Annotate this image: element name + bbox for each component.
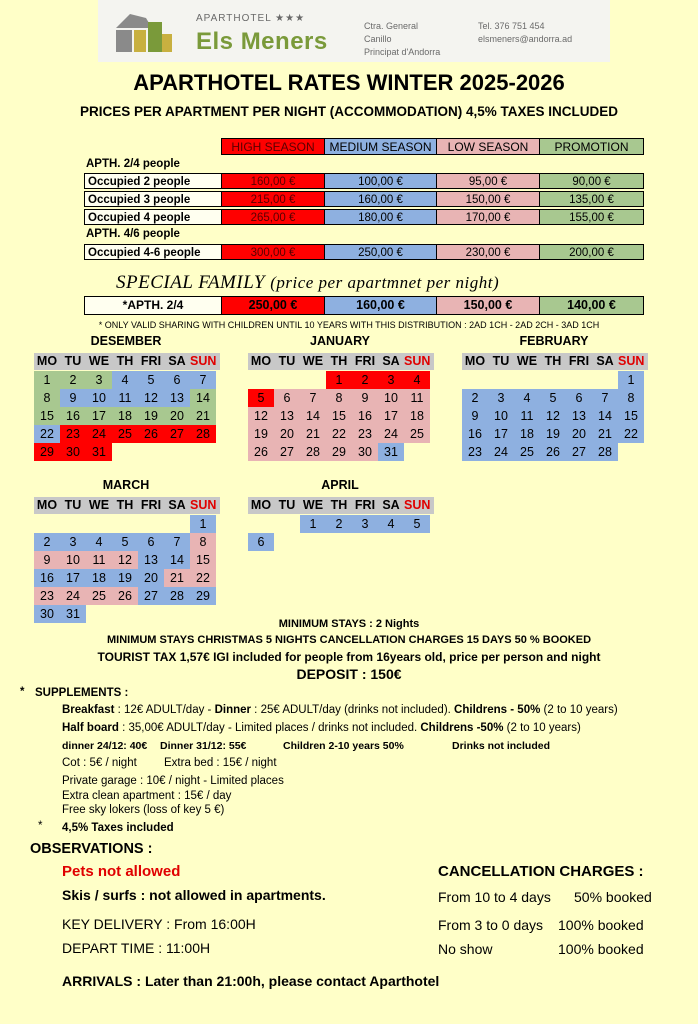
calendar-day: 11 [514,407,540,425]
calendar-day: 19 [540,425,566,443]
calendar-day: 20 [566,425,592,443]
calendar-day: 19 [138,407,164,425]
cot-price: Cot : 5€ / night [62,757,137,769]
calendar-day: 17 [488,425,514,443]
calendar-day: 31 [86,443,112,461]
calendar-day: 6 [248,533,274,551]
calendar-day: 31 [60,605,86,623]
calendar-day: 1 [326,371,352,389]
special-family-heading [116,272,499,294]
calendar-day: 17 [86,407,112,425]
hotel-header [98,0,610,62]
weekday-th: TH [330,354,348,368]
calendar-day: 22 [618,425,644,443]
calendar-day: 30 [34,605,60,623]
cancellation-charge: 50% booked [574,889,652,905]
calendar-day: 26 [138,425,164,443]
calendar-day: 29 [326,443,352,461]
calendar-day: 9 [34,551,60,569]
children-discount: Childrens -50% [420,722,504,734]
calendar-day: 14 [592,407,618,425]
rate-price: 170,00 € [436,209,540,225]
calendar-day: 23 [34,587,60,605]
rate-price: 95,00 € [436,173,540,189]
calendar-day: 9 [462,407,488,425]
special-family-price: 160,00 € [324,296,437,315]
calendar-day: 6 [164,371,190,389]
calendar-day: 7 [592,389,618,407]
rate-row-label: Occupied 4 people [84,209,222,225]
weekday-we: WE [88,354,110,368]
calendar-day: 8 [190,533,216,551]
calendar-day: 18 [404,407,430,425]
weekday-fri: FRI [140,354,162,368]
logo-name: Els Meners [196,28,328,55]
rate-price: 300,00 € [221,244,325,260]
rate-price: 160,00 € [324,191,437,207]
calendar-day: 23 [60,425,86,443]
deposit: DEPOSIT : 150€ [296,666,402,682]
cancellation-heading: CANCELLATION CHARGES : [438,863,644,880]
calendar-day: 26 [248,443,274,461]
calendar-day: 10 [378,389,404,407]
special-family-label: *APTH. 2/4 [84,296,222,315]
weekday-header [462,353,648,370]
children-age: (2 to 10 years) [503,722,581,734]
skis-rule: Skis / surfs : not allowed in apartments. [62,887,326,903]
breakfast-label: Breakfast [62,704,115,716]
calendar-day: 15 [326,407,352,425]
calendar-day: 2 [34,533,60,551]
month-name: MARCH [102,478,150,492]
weekday-sun: SUN [618,354,645,368]
calendar-day: 21 [164,569,190,587]
calendar-day: 1 [190,515,216,533]
calendar-day: 27 [274,443,300,461]
pets-not-allowed: Pets not allowed [62,863,181,880]
calendar-day: 6 [274,389,300,407]
calendar-day: 18 [112,407,138,425]
calendar-day: 4 [112,371,138,389]
taxes-star: * [38,820,43,832]
weekday-header [34,497,220,514]
calendar-day: 26 [540,443,566,461]
calendar-day: 16 [352,407,378,425]
calendar-day: 10 [86,389,112,407]
calendar-day: 15 [618,407,644,425]
rate-price: 100,00 € [324,173,437,189]
children-discount: Childrens - 50% [454,704,541,716]
calendar-day: 28 [164,587,190,605]
address-line: Ctra. General [364,21,419,31]
calendar-day: 28 [300,443,326,461]
weekday-fri: FRI [354,354,376,368]
page-subtitle: PRICES PER APARTMENT PER NIGHT (ACCOMMODATION) 4,5% TAXES INCLUDED [79,104,619,119]
dinner-price: : 25€ ADULT/day (drinks not included). [250,704,455,716]
calendar-day: 3 [60,533,86,551]
children-2-10: Children 2-10 years 50% [283,740,404,752]
calendar-day: 8 [34,389,60,407]
season-header: MEDIUM SEASON [324,138,437,155]
weekday-fri: FRI [354,498,376,512]
calendar-day: 14 [164,551,190,569]
calendar-day: 3 [352,515,378,533]
weekday-header [248,497,434,514]
calendar-day: 17 [378,407,404,425]
rate-price: 250,00 € [324,244,437,260]
calendar-day: 11 [404,389,430,407]
calendar-day: 13 [566,407,592,425]
rate-row-label: Occupied 2 people [84,173,222,189]
calendar-day: 26 [112,587,138,605]
calendar-day: 15 [34,407,60,425]
special-family-price: 250,00 € [221,296,325,315]
calendar-day: 27 [566,443,592,461]
calendar-day: 10 [488,407,514,425]
rate-price: 180,00 € [324,209,437,225]
christmas-stays: MINIMUM STAYS CHRISTMAS 5 NIGHTS CANCELLATION CHARGES 15 DAYS 50 % BOOKED [106,634,592,646]
special-family-price: 150,00 € [436,296,540,315]
calendar-day: 8 [326,389,352,407]
calendar-day: 1 [300,515,326,533]
weekday-we: WE [88,498,110,512]
calendar-day: 9 [60,389,86,407]
cancellation-period: From 3 to 0 days [438,917,544,933]
rate-price: 230,00 € [436,244,540,260]
calendar-day: 2 [352,371,378,389]
weekday-mo: MO [250,498,272,512]
weekday-sun: SUN [190,498,217,512]
calendar-day: 5 [138,371,164,389]
weekday-sa: SA [168,498,186,512]
weekday-th: TH [544,354,562,368]
weekday-sun: SUN [190,354,217,368]
minimum-stays: MINIMUM STAYS : 2 Nights [278,618,420,630]
calendar-day: 25 [514,443,540,461]
observations-heading: OBSERVATIONS : [30,841,153,857]
address-line: Canillo [364,34,392,44]
page-title: APARTHOTEL RATES WINTER 2025-2026 [133,70,565,95]
cancellation-charge: 100% booked [558,941,644,957]
weekday-th: TH [116,354,134,368]
calendar-day: 14 [300,407,326,425]
calendar-day: 17 [60,569,86,587]
apartment-group-label: APTH. 2/4 people [86,158,180,170]
drinks-not-included: Drinks not included [452,740,551,752]
weekday-we: WE [516,354,538,368]
hotel-address [364,20,440,59]
special-family-price: 140,00 € [539,296,644,315]
weekday-fri: FRI [140,498,162,512]
rate-price: 155,00 € [539,209,644,225]
calendar-day: 1 [34,371,60,389]
cancellation-charge: 100% booked [558,917,644,933]
calendar-day: 6 [566,389,592,407]
calendar-day: 20 [164,407,190,425]
rate-price: 265,00 € [221,209,325,225]
calendar-day: 5 [404,515,430,533]
hotel-logo [112,8,174,56]
address-line: Principat d'Andorra [364,47,441,57]
calendar-day: 16 [34,569,60,587]
weekday-tu: TU [64,354,82,368]
rate-price: 90,00 € [539,173,644,189]
calendar-day: 7 [190,371,216,389]
rate-price: 160,00 € [221,173,325,189]
calendar-day: 4 [514,389,540,407]
calendar-day: 15 [190,551,216,569]
calendar-day: 20 [274,425,300,443]
email: elsmeners@andorra.ad [478,34,573,44]
apartment-group-label: APTH. 4/6 people [86,228,180,240]
dinner-31: Dinner 31/12: 55€ [160,740,247,752]
dinner-label: Dinner [214,704,251,716]
calendar-day: 9 [352,389,378,407]
weekday-tu: TU [278,354,296,368]
month-name: APRIL [321,478,359,492]
calendar-day: 13 [164,389,190,407]
cancellation-period: From 10 to 4 days [438,889,551,905]
calendar-day: 12 [138,389,164,407]
weekday-tu: TU [278,498,296,512]
depart-time: DEPART TIME : 11:00H [62,940,211,956]
halfboard-price: : 35,00€ ADULT/day - Limited places / drinks not included. [118,722,421,734]
season-header: HIGH SEASON [221,138,325,155]
calendar-day: 20 [138,569,164,587]
calendar-day: 4 [86,533,112,551]
breakfast-line [62,704,618,716]
arrivals-note: ARRIVALS : Later than 21:00h, please contact Aparthotel [62,973,440,989]
calendar-day: 22 [326,425,352,443]
weekday-sun: SUN [404,498,431,512]
calendar-day: 22 [34,425,60,443]
weekday-sun: SUN [404,354,431,368]
calendar-day: 3 [86,371,112,389]
calendar-day: 16 [60,407,86,425]
weekday-mo: MO [250,354,272,368]
season-header: LOW SEASON [436,138,540,155]
special-family-subtitle: (price per apartmnet per night) [270,273,500,292]
extra-clean-price: Extra clean apartment : 15€ / day [62,790,232,802]
calendar-day: 2 [462,389,488,407]
children-age: (2 to 10 years) [540,704,618,716]
month-name: DESEMBER [90,334,162,348]
calendar-day: 5 [112,533,138,551]
calendar-day: 31 [378,443,404,461]
rate-price: 150,00 € [436,191,540,207]
calendar-day: 3 [488,389,514,407]
breakfast-price: : 12€ ADULT/day - [114,704,215,716]
calendar-day: 19 [112,569,138,587]
month-name: FEBRUARY [519,334,589,348]
special-family-note: * ONLY VALID SHARING WITH CHILDREN UNTIL 10 YEARS WITH THIS DISTRIBUTION : 2AD 1CH - 2AD 2CH - 3AD 1CH [98,320,600,330]
calendar-day: 29 [34,443,60,461]
calendar-day: 21 [300,425,326,443]
calendar-day: 24 [86,425,112,443]
calendar-day: 12 [248,407,274,425]
weekday-header [248,353,434,370]
weekday-sa: SA [382,354,400,368]
calendar-day: 24 [488,443,514,461]
weekday-tu: TU [492,354,510,368]
calendar-day: 23 [352,425,378,443]
calendar-day: 23 [462,443,488,461]
special-family-title: SPECIAL FAMILY [116,272,265,293]
hotel-contact [478,20,572,46]
cancellation-period: No show [438,941,493,957]
weekday-mo: MO [464,354,486,368]
weekday-sa: SA [596,354,614,368]
rate-price: 215,00 € [221,191,325,207]
calendar-day: 18 [514,425,540,443]
calendar-day: 3 [378,371,404,389]
phone: Tel. 376 751 454 [478,21,545,31]
calendar-day: 28 [190,425,216,443]
calendar-day: 21 [592,425,618,443]
rate-row-label: Occupied 4-6 people [84,244,222,260]
season-header: PROMOTION [539,138,644,155]
weekday-header [34,353,220,370]
calendar-day: 13 [274,407,300,425]
calendar-day: 2 [326,515,352,533]
halfboard-label: Half board [62,722,119,734]
calendar-day: 18 [86,569,112,587]
calendar-day: 5 [540,389,566,407]
calendar-day: 6 [138,533,164,551]
calendar-day: 30 [352,443,378,461]
calendar-day: 27 [164,425,190,443]
weekday-fri: FRI [568,354,590,368]
weekday-th: TH [116,498,134,512]
supplements-heading: SUPPLEMENTS : [35,687,129,699]
calendar-day: 24 [60,587,86,605]
calendar-day: 10 [60,551,86,569]
calendar-day: 27 [138,587,164,605]
calendar-day: 11 [86,551,112,569]
calendar-day: 11 [112,389,138,407]
calendar-day: 8 [618,389,644,407]
weekday-th: TH [330,498,348,512]
calendar-day: 13 [138,551,164,569]
weekday-mo: MO [36,354,58,368]
garage-price: Private garage : 10€ / night - Limited places [62,775,284,787]
calendar-day: 5 [248,389,274,407]
calendar-day: 25 [112,425,138,443]
calendar-day: 4 [378,515,404,533]
calendar-day: 30 [60,443,86,461]
calendar-day: 7 [300,389,326,407]
logo-subtitle: APARTHOTEL ★★★ [196,13,306,24]
rate-price: 135,00 € [539,191,644,207]
calendar-day: 12 [540,407,566,425]
month-name: JANUARY [310,334,370,348]
calendar-day: 2 [60,371,86,389]
calendar-day: 25 [86,587,112,605]
weekday-sa: SA [168,354,186,368]
key-delivery: KEY DELIVERY : From 16:00H [62,916,256,932]
weekday-we: WE [302,354,324,368]
rate-row-label: Occupied 3 people [84,191,222,207]
calendar-day: 25 [404,425,430,443]
calendar-day: 29 [190,587,216,605]
calendar-day: 19 [248,425,274,443]
calendar-day: 28 [592,443,618,461]
weekday-sa: SA [382,498,400,512]
calendar-day: 12 [112,551,138,569]
weekday-we: WE [302,498,324,512]
tourist-tax: TOURIST TAX 1,57€ IGI included for people from 16years old, price per person and night [97,650,601,664]
calendar-day: 16 [462,425,488,443]
weekday-mo: MO [36,498,58,512]
weekday-tu: TU [64,498,82,512]
rate-price: 200,00 € [539,244,644,260]
calendar-day: 14 [190,389,216,407]
dinner-24: dinner 24/12: 40€ [62,740,148,752]
supplements-star: * [20,686,25,698]
extra-bed-price: Extra bed : 15€ / night [164,757,277,769]
calendar-day: 1 [618,371,644,389]
calendar-day: 21 [190,407,216,425]
calendar-day: 24 [378,425,404,443]
ski-lockers: Free sky lokers (loss of key 5 €) [62,804,225,816]
calendar-day: 7 [164,533,190,551]
halfboard-line [62,722,581,734]
calendar-day: 22 [190,569,216,587]
calendar-day: 4 [404,371,430,389]
taxes-included: 4,5% Taxes included [62,822,174,834]
